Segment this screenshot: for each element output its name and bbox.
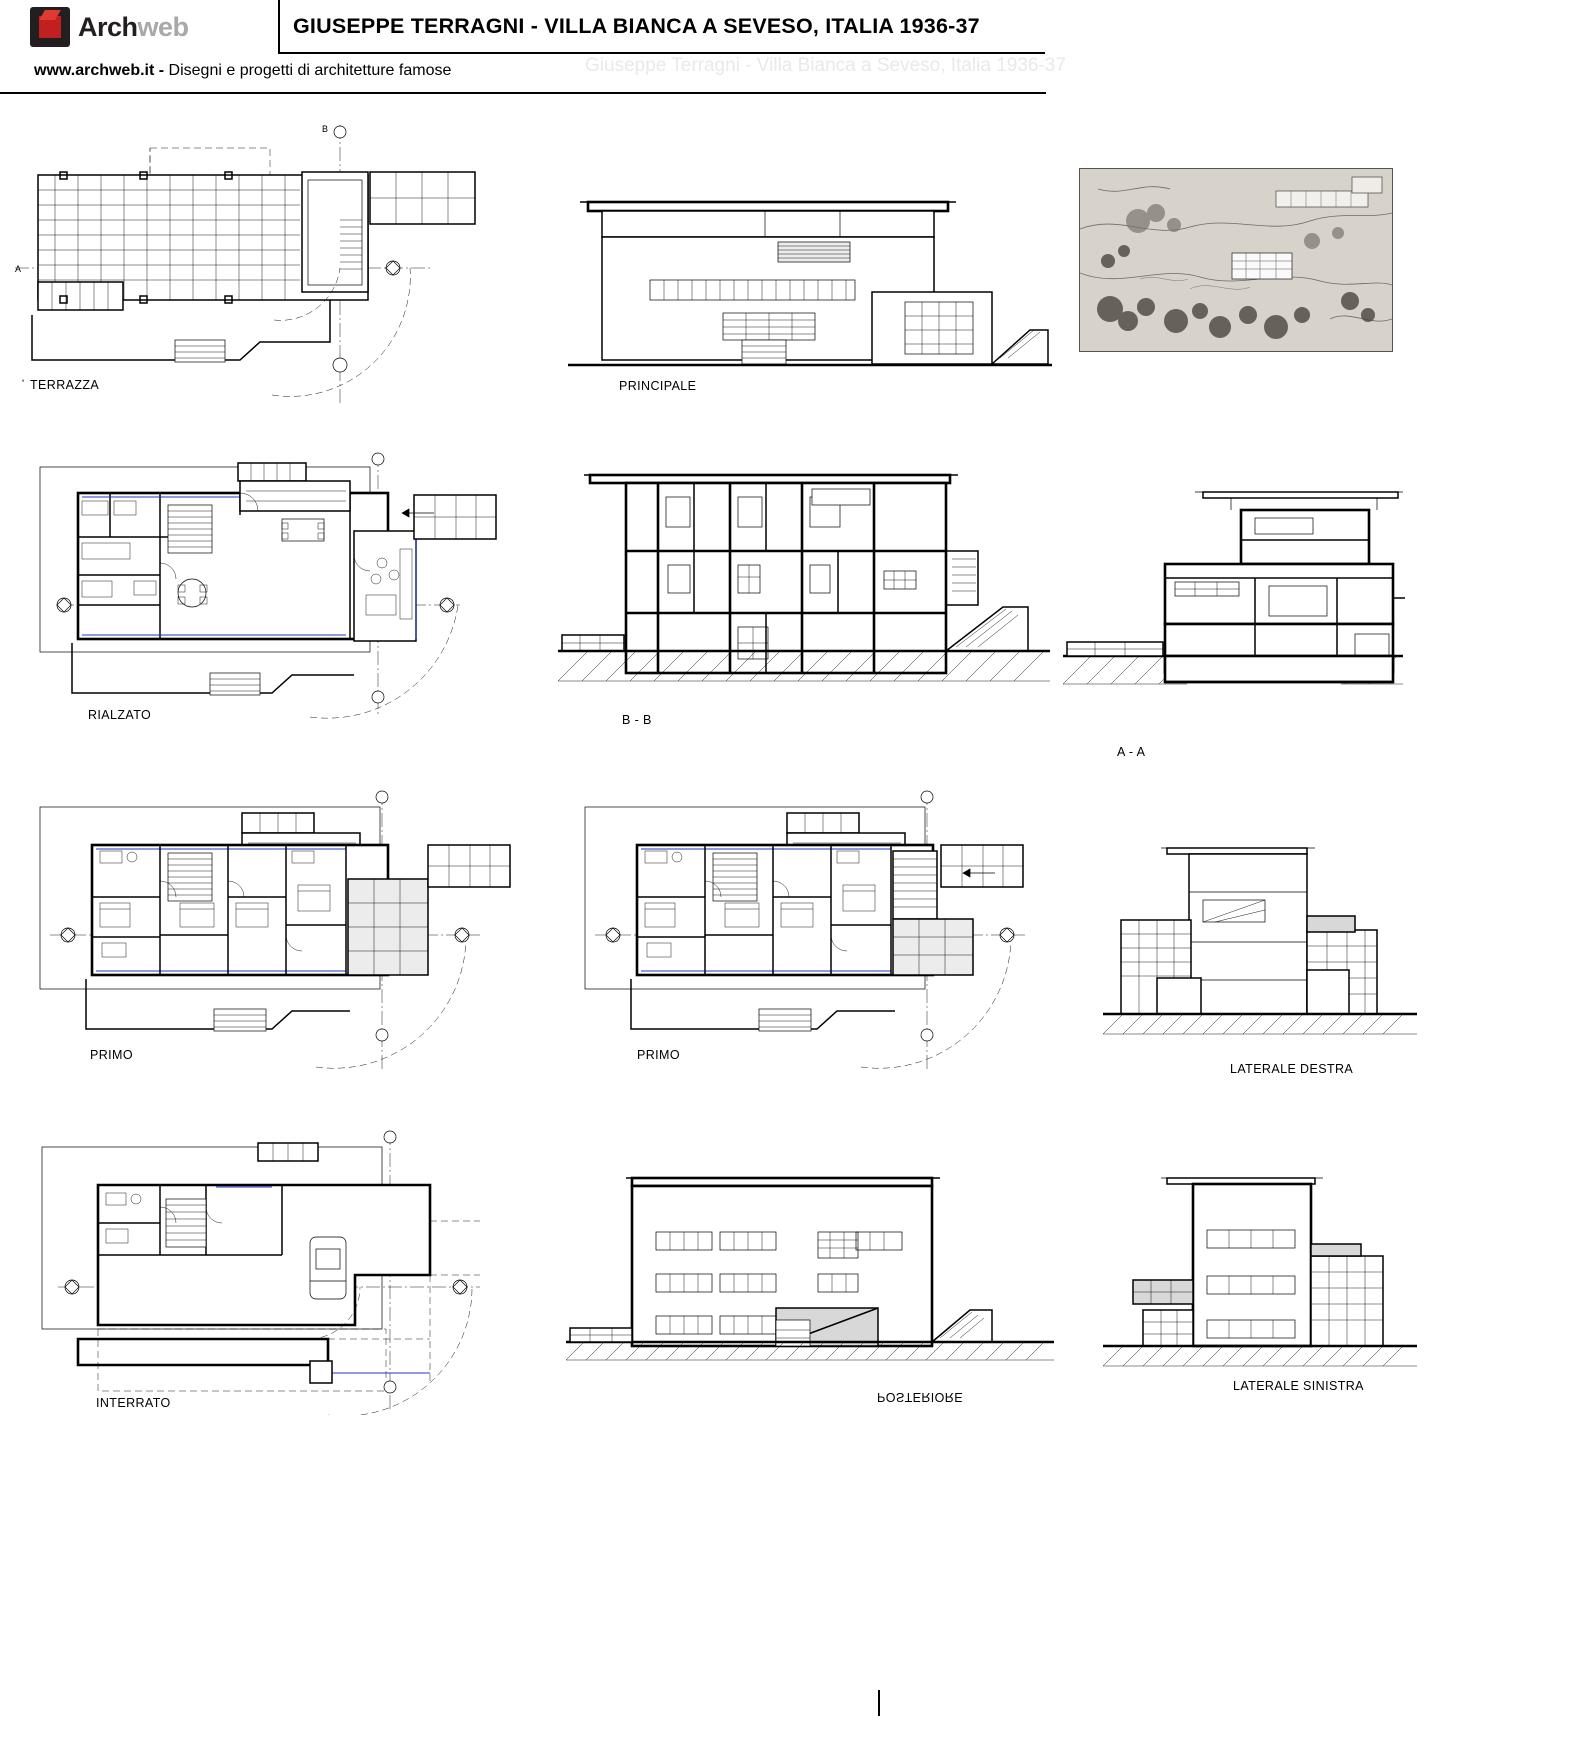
page-title: GIUSEPPE TERRAGNI - VILLA BIANCA A SEVESO, ITALIA 1936-37	[293, 14, 980, 38]
site-url: www.archweb.it -	[34, 62, 165, 79]
cube-logo-icon	[30, 7, 70, 47]
logo-word-arch: Arch	[78, 11, 138, 42]
aerial-photo	[1079, 168, 1393, 352]
header-rule-bottom	[0, 92, 1046, 94]
header-rule-top	[278, 52, 1045, 54]
drawing-interrato	[10, 1125, 530, 1415]
caption-principale: PRINCIPALE	[619, 379, 697, 393]
drawing-rialzato	[10, 445, 510, 720]
logo-word-web: web	[137, 11, 189, 42]
caption-posteriore: POSTERIORE	[877, 1390, 963, 1404]
drawing-primo-right	[555, 785, 1075, 1075]
drawing-laterale-sinistra	[1095, 1160, 1425, 1375]
header-subline	[34, 62, 451, 80]
caption-laterale-destra: LATERALE DESTRA	[1230, 1062, 1354, 1076]
drawing-sezione-aa	[1055, 478, 1405, 708]
header-ghost-text: Giuseppe Terragni - Villa Bianca a Seveso, Italia 1936-37	[585, 55, 1066, 76]
drawing-primo-left	[10, 785, 530, 1075]
page-header	[0, 0, 1585, 100]
caption-sezione-bb: B - B	[622, 713, 652, 727]
site-tagline: Disegni e progetti di architetture famose	[168, 62, 452, 79]
svg-text:B: B	[322, 124, 329, 134]
drawing-principale	[560, 180, 1060, 375]
header-divider-vertical	[278, 0, 280, 52]
caption-interrato: INTERRATO	[96, 1396, 171, 1410]
drawing-posteriore	[560, 1160, 1060, 1375]
logo-wordmark	[78, 12, 189, 43]
page-footer-mark	[878, 1690, 880, 1716]
caption-primo-right: PRIMO	[637, 1048, 680, 1062]
caption-sezione-aa: A - A	[1117, 745, 1146, 759]
caption-primo-left: PRIMO	[90, 1048, 133, 1062]
caption-terrazza: TERRAZZA	[30, 378, 100, 392]
drawing-laterale-destra	[1095, 830, 1425, 1045]
caption-rialzato: RIALZATO	[88, 708, 152, 722]
drawing-terrazza	[10, 120, 480, 410]
caption-laterale-sinistra: LATERALE SINISTRA	[1233, 1379, 1364, 1393]
svg-text:A: A	[15, 264, 22, 274]
drawing-sezione-bb	[548, 455, 1060, 705]
archweb-logo	[30, 6, 262, 48]
caption-terrazza-tick: '	[22, 378, 25, 390]
